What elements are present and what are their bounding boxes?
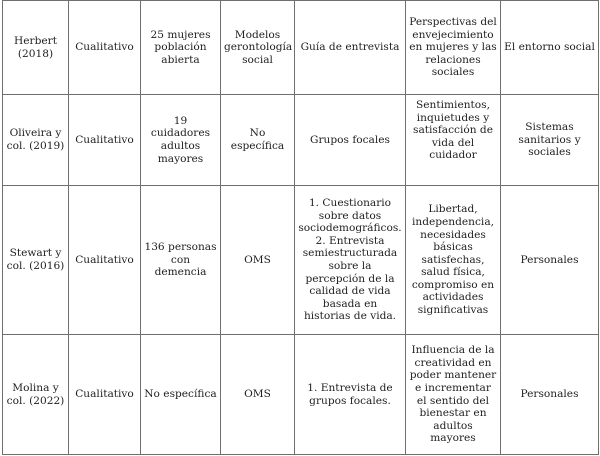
- findings-cell: Perspectivas del envejecimiento en mujeres y las relaciones sociales: [406, 1, 501, 95]
- method-cell: Cualitativo: [69, 186, 141, 335]
- table-row: [3, 186, 599, 335]
- author-cell: Stewart y col. (2016): [3, 186, 69, 335]
- model-cell: Modelos gerontología social: [221, 1, 295, 95]
- model-cell: OMS: [221, 186, 295, 335]
- method-cell: Cualitativo: [69, 1, 141, 95]
- instrument-cell: 1. Cuestionario sobre datos sociodemográficos. 2. Entrevista semiestructurada sobre la percepción de la calidad de vida basada en historias de vida.: [295, 186, 406, 335]
- findings-cell: Influencia de la creatividad en poder mantener e incrementar el sentido del bienestar en adultos mayores: [406, 335, 501, 455]
- findings-cell: Libertad, independencia, necesidades básicas satisfechas, salud física, compromiso en actividades significativas: [406, 186, 501, 335]
- dimension-cell: Personales: [501, 335, 599, 455]
- instrument-cell: 1. Entrevista de grupos focales.: [295, 335, 406, 455]
- author-cell: Oliveira y col. (2019): [3, 95, 69, 186]
- table-row: [3, 95, 599, 186]
- sample-cell: No específica: [141, 335, 221, 455]
- studies-table: [2, 0, 599, 455]
- instrument-cell: Grupos focales: [295, 95, 406, 186]
- sample-cell: 25 mujeres población abierta: [141, 1, 221, 95]
- dimension-cell: Sistemas sanitarios y sociales: [501, 95, 599, 186]
- model-cell: No específica: [221, 95, 295, 186]
- author-cell: Molina y col. (2022): [3, 335, 69, 455]
- table-row: [3, 1, 599, 95]
- sample-cell: 136 personas con demencia: [141, 186, 221, 335]
- method-cell: Cualitativo: [69, 95, 141, 186]
- dimension-cell: El entorno social: [501, 1, 599, 95]
- sample-cell: 19 cuidadores adultos mayores: [141, 95, 221, 186]
- table-row: [3, 335, 599, 455]
- model-cell: OMS: [221, 335, 295, 455]
- author-cell: Herbert (2018): [3, 1, 69, 95]
- findings-cell: Sentimientos, inquietudes y satisfacción de vida del cuidador: [406, 95, 501, 186]
- dimension-cell: Personales: [501, 186, 599, 335]
- method-cell: Cualitativo: [69, 335, 141, 455]
- instrument-cell: Guía de entrevista: [295, 1, 406, 95]
